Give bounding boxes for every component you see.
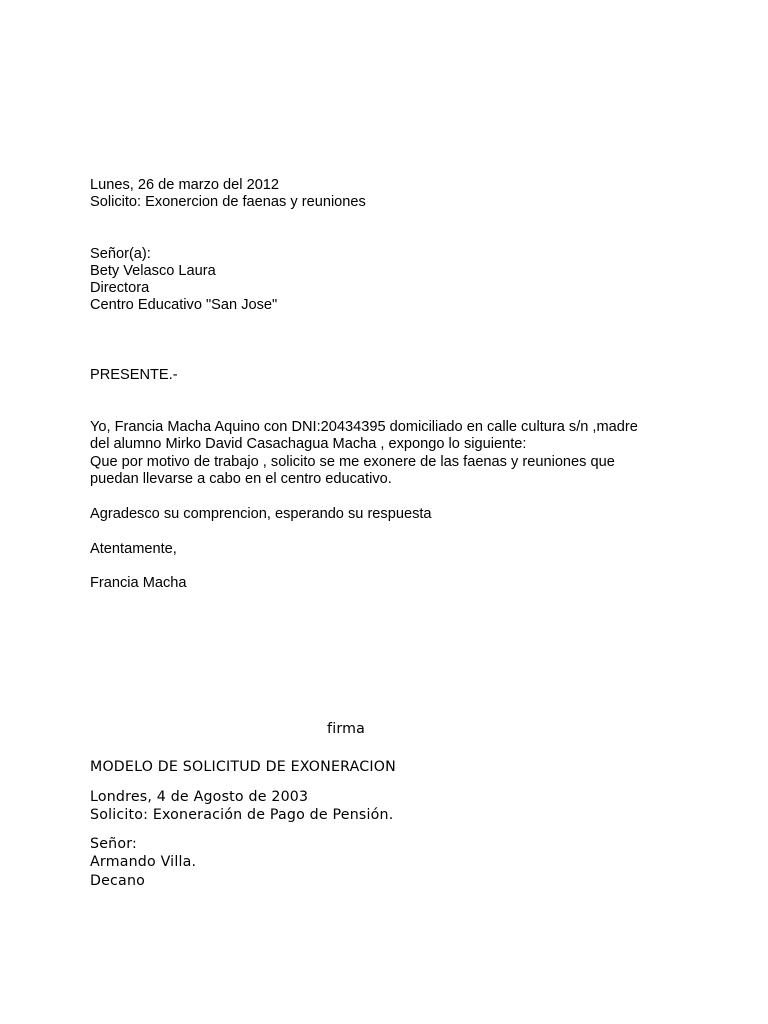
recipient-name: Bety Velasco Laura	[90, 263, 216, 279]
letter-subject: Solicito: Exonercion de faenas y reuniones	[90, 194, 366, 210]
signer-name: Francia Macha	[90, 575, 187, 591]
letter-date: Lunes, 26 de marzo del 2012	[90, 177, 280, 193]
recipient-title: Directora	[90, 280, 150, 296]
recipient-salutation: Señor(a):	[90, 246, 151, 262]
model-heading: MODELO DE SOLICITUD DE EXONERACION	[90, 759, 396, 775]
body-line: Que por motivo de trabajo , solicito se me exonere de las faenas y reuniones que	[90, 454, 615, 470]
model-subject: Solicito: Exoneración de Pago de Pensión.	[90, 807, 394, 823]
body-line: puedan llevarse a cabo en el centro educativo.	[90, 471, 392, 487]
model-title: Decano	[90, 873, 146, 889]
closing-line: Atentamente,	[90, 541, 177, 557]
thanks-line: Agradesco su comprencion, esperando su respuesta	[90, 506, 432, 522]
signature-label: firma	[327, 721, 366, 737]
body-line: del alumno Mirko David Casachagua Macha , expongo lo siguiente:	[90, 436, 527, 452]
presente-line: PRESENTE.-	[90, 367, 178, 383]
model-date: Londres, 4 de Agosto de 2003	[90, 789, 309, 805]
model-salutation: Señor:	[90, 836, 137, 852]
model-name: Armando Villa.	[90, 854, 197, 870]
body-line: Yo, Francia Macha Aquino con DNI:20434395 domiciliado en calle cultura s/n ,madre	[90, 419, 638, 435]
recipient-institution: Centro Educativo "San Jose"	[90, 297, 278, 313]
